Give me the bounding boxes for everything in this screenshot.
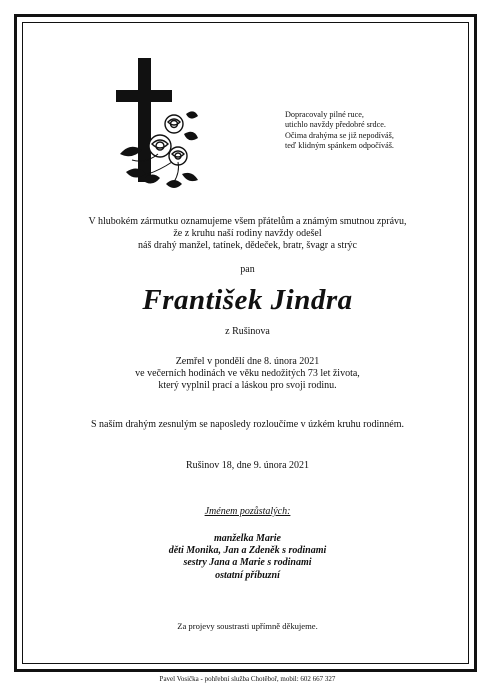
death-line: Zemřel v pondělí dne 8. února 2021 — [175, 356, 320, 367]
death-line: ve večerních hodinách ve věku nedožitých 73 let života, — [135, 368, 360, 380]
funeral-service-footer: Pavel Vosička - pohřební služba Chotěboř, mobil: 602 667 327 — [159, 675, 336, 683]
mourner-line: manželka Marie — [214, 533, 281, 544]
farewell-notice: S naším drahým zesnulým se naposledy rozloučíme v úzkém kruhu rodinném. — [91, 419, 404, 430]
death-details — [40, 356, 455, 393]
origin: z Rušinova — [225, 326, 270, 337]
mourners-heading-text: Jménem pozůstalých: — [204, 506, 291, 517]
verse — [285, 110, 460, 152]
mourner-line: děti Monika, Jan a Zdeněk s rodinami — [168, 545, 327, 557]
mourner-line: ostatní příbuzní — [215, 569, 280, 581]
intro-line: že z kruhu naší rodiny navždy odešel — [173, 228, 322, 240]
cross-with-roses-icon — [112, 56, 202, 196]
death-line: který vyplnil prací a láskou pro svoji rodinu. — [158, 380, 337, 392]
place-date: Rušinov 18, dne 9. února 2021 — [185, 460, 310, 471]
verse-line: utichlo navždy předobré srdce. — [285, 120, 386, 130]
thanks: Za projevy soustrasti upřímně děkujeme. — [177, 621, 318, 631]
verse-line: teď klidným spánkem odpočíváš. — [285, 141, 394, 151]
intro-line: náš drahý manžel, tatínek, dědeček, bratr, švagr a strýc — [138, 240, 357, 252]
verse-line: Dopracovaly pilné ruce, — [285, 110, 364, 119]
verse-line: Očima drahýma se již nepodíváš, — [285, 130, 394, 140]
intro-line: V hlubokém zármutku oznamujeme všem přátelům a známým smutnou zprávu, — [88, 216, 407, 227]
mourners-heading — [0, 506, 495, 517]
title-prefix: pan — [240, 264, 255, 275]
deceased-name: František Jindra — [142, 284, 353, 316]
mourners-list — [40, 533, 455, 582]
announcement-intro — [40, 216, 455, 253]
mourner-line: sestry Jana a Marie s rodinami — [183, 557, 312, 569]
